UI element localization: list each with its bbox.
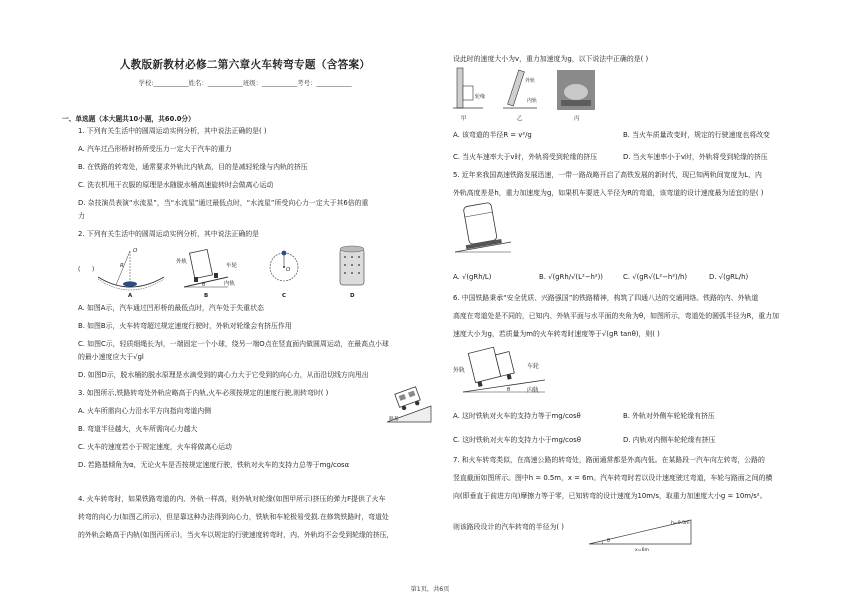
q2-figure-c <box>270 251 298 299</box>
q2-fig-wheel: 车轮 <box>226 263 238 269</box>
q2-fig-d-caption: D <box>350 293 355 299</box>
q2-fig-c-caption: C <box>282 293 287 299</box>
q2-figure-a <box>78 248 164 299</box>
q6-figure <box>453 346 553 402</box>
q2-fig-a-caption: A <box>128 293 133 299</box>
q6-fig-inner: 内轨 <box>527 387 540 394</box>
q2-option-c-cont: 的最小速度应大于√gl <box>78 353 144 361</box>
section-heading: 一、单选题（本大题共10小题，共60.0分） <box>62 115 195 123</box>
q2-fig-outer-rail: 外轨 <box>176 259 188 265</box>
q7-fig-h: h=0.5m <box>671 521 690 526</box>
q7-line-1: 7. 和火车转弯类似，在高速公路的转弯处，路面通常都是外高内低。在某路段一汽车向左转弯，公路的 <box>453 456 765 464</box>
q2-stem: 2. 下列有关生活中的圆周运动实例分析，其中说法正确的是 <box>78 230 260 238</box>
q4-fig-inner: 内轨 <box>527 98 538 104</box>
q5-option-a: A. √(gRh/L) <box>453 273 492 281</box>
q3-option-b: B. 弯道半径越大，火车所需向心力越大 <box>78 425 198 433</box>
q2-fig-inner-rail: 内轨 <box>224 281 236 287</box>
q6-fig-theta: θ <box>507 387 511 393</box>
q6-option-c: C. 这时铁轨对火车的支持力小于mg/cosθ <box>453 436 581 444</box>
q3-fig-label: 路基 <box>389 417 399 422</box>
q3-option-c: C. 火车的速度若小于规定速度，火车将做离心运动 <box>78 443 232 451</box>
q1-option-d-cont: 力 <box>78 212 85 220</box>
q5-option-d: D. √(gRL/h) <box>709 273 749 281</box>
q1-stem: 1. 下列有关生活中的圆周运动实例分析，其中说法正确的是( ) <box>78 127 267 135</box>
q3-option-d: D. 若路基倾角为α，无论火车是否按规定速度行驶，铁轨对火车的支持力总等于mg/cosα <box>78 461 350 469</box>
q6-fig-wheel: 车轮 <box>527 363 540 370</box>
q3-stem: 3. 如图所示,铁路转弯处外轨应略高于内轨,火车必须按规定的速度行驶,则转弯时( ) <box>78 389 329 397</box>
q7-fig-x: x=6m <box>635 548 649 552</box>
q4-fig-bing: 丙 <box>574 116 580 122</box>
q2-figures <box>78 243 378 299</box>
q5-option-c: C. √(gR√(L²−h²)/h) <box>623 273 688 281</box>
q7-line-3: 向(即垂直于前进方向)摩擦力等于零，已知转弯的设计速度为10m/s，取重力加速度大小g = 10m/s²。 <box>453 492 767 500</box>
q2-option-b: B. 如图B示，火车转弯超过规定速度行驶时，外轨对轮缘会有挤压作用 <box>78 322 292 330</box>
q2-fig-b-caption: B <box>204 293 209 299</box>
q2-fig-c-o-label: O <box>286 267 291 273</box>
q4-option-d: D. 当火车速率小于v时，外轨将受到轮缘的挤压 <box>623 153 768 161</box>
q6-line-2: 高度在弯道处是不同的，已知内、外轨平面与水平面的夹角为θ，如图所示，弯道处的圆弧半径为R，重力加 <box>453 312 779 320</box>
q7-line-4: 则该路段设计的汽车转弯的半径为( ) <box>453 523 564 531</box>
q2-fig-theta: θ <box>202 282 206 288</box>
q4-line-3: 的外轨会略高于内轨(如图丙所示)，当火车以规定的行驶速度转弯时，内、外轨均不会受到轮缘的挤压， <box>78 531 394 539</box>
q3-option-a: A. 火车所需向心力沿水平方向指向弯道内侧 <box>78 407 212 415</box>
q5-option-b: B. √(gRh/√(L²−h²)) <box>539 273 603 281</box>
q4-fig-outer: 外轨 <box>525 78 536 84</box>
svg-text:(: ( <box>78 266 81 273</box>
q4-figure-jia <box>453 68 485 122</box>
q6-fig-outer: 外轨 <box>453 367 466 374</box>
q2-option-c: C. 如图C示，轻质细绳长为l，一端固定一个小球，绕另一端O点在竖直面内做圆周运动，在最高点小球 <box>78 340 389 348</box>
q1-option-c: C. 洗衣机甩干衣服的原理是水随脱水桶高速旋转时会做离心运动 <box>78 181 274 189</box>
q2-fig-o-label: O <box>133 248 138 254</box>
q4-option-a: A. 该弯道的半径R = v²/g <box>453 131 532 139</box>
q5-figure <box>453 202 515 258</box>
q7-line-2: 竖直截面如图所示。图中h = 0.5m，x = 6m。汽车转弯时若以设计速度驶过弯道，车轮与路面之间的横 <box>453 474 773 482</box>
q4-line-2: 转弯的向心力(如图乙所示)，但是靠这种办法得到向心力，铁轨和车轮极易受损.在修筑铁路时，弯道处 <box>78 513 389 521</box>
student-info-line: 学校:___________姓名：___________班级：___________考号：___________ <box>138 79 352 87</box>
q4-figures <box>453 66 603 124</box>
svg-text:): ) <box>92 266 95 273</box>
q2-figure-b <box>176 249 238 299</box>
q1-option-b: B. 在铁路的转弯处，通常要求外轨比内轨高，目的是减轻轮缘与内轨的挤压 <box>78 163 308 171</box>
q2-option-d: D. 如图D示，脱水桶的脱水原理是水滴受到的离心力大于它受到的向心力，从而沿切线方向甩出 <box>78 371 369 379</box>
q6-option-b: B. 外轨对外侧车轮轮缘有挤压 <box>623 412 715 420</box>
q6-line-3: 速度大小为g，若质量为m的火车转弯时速度等于√(gR tanθ)，则( ) <box>453 330 660 338</box>
q5-line-2: 外轨高度差是h，重力加速度为g，如果机车要进入半径为R的弯道，该弯道的设计速度最为适宜的是( ) <box>453 189 764 197</box>
q7-fig-theta: θ <box>607 539 610 544</box>
q2-option-a: A. 如图A示，汽车通过凹形桥的最低点时，汽车处于失重状态 <box>78 304 264 312</box>
q4-fig-yi: 乙 <box>517 116 523 122</box>
q4-line-1: 4. 火车转弯时，如果铁路弯道的内、外轨一样高，则外轨对轮缘(如图甲所示)挤压的弹力F提供了火车 <box>78 495 386 503</box>
q3-figure <box>387 386 433 426</box>
q1-option-a: A. 汽车过凸形桥时桥所受压力一定大于汽车的重力 <box>78 145 232 153</box>
q6-option-a: A. 这时铁轨对火车的支持力等于mg/cosθ <box>453 412 581 420</box>
q2-figure-d <box>340 246 364 299</box>
page-footer: 第1页，共6页 <box>410 586 450 593</box>
q4-figure-bing <box>557 70 595 122</box>
q7-figure <box>587 512 697 552</box>
q2-fig-r-label: R <box>120 263 124 269</box>
q1-option-d: D. 杂技演员表演“水流星”，当“水流星”通过最低点时，“水流星”所受向心力一定大于其6倍的重 <box>78 199 369 207</box>
q6-option-d: D. 内轨对内侧车轮轮缘有挤压 <box>623 436 716 444</box>
q4-figure-yi <box>503 70 537 122</box>
q4-fig-rim: 轮缘 <box>475 94 486 100</box>
document-title: 人教版新教材必修二第六章火车转弯专题（含答案） <box>119 59 371 71</box>
q6-line-1: 6. 中国铁路秉承“安全优质、兴路强国”的铁路精神，构筑了四通八达的交通网络。铁路的内、外轨道 <box>453 294 759 302</box>
q4-fig-jia: 甲 <box>461 116 467 122</box>
q4-option-c: C. 当火车速率大于v时，外轨将受到轮缘的挤压 <box>453 153 598 161</box>
q5-line-1: 5. 近年来我国高速铁路发展迅速，一带一路战略开启了高铁发展的新时代，现已知两轨间宽度为L，内 <box>453 171 762 179</box>
q4-option-b: B. 当火车质量改变时，规定的行驶速度也将改变 <box>623 131 770 139</box>
q4-line-4: 设此时的速度大小为v，重力加速度为g，以下说法中正确的是( ) <box>453 55 649 63</box>
